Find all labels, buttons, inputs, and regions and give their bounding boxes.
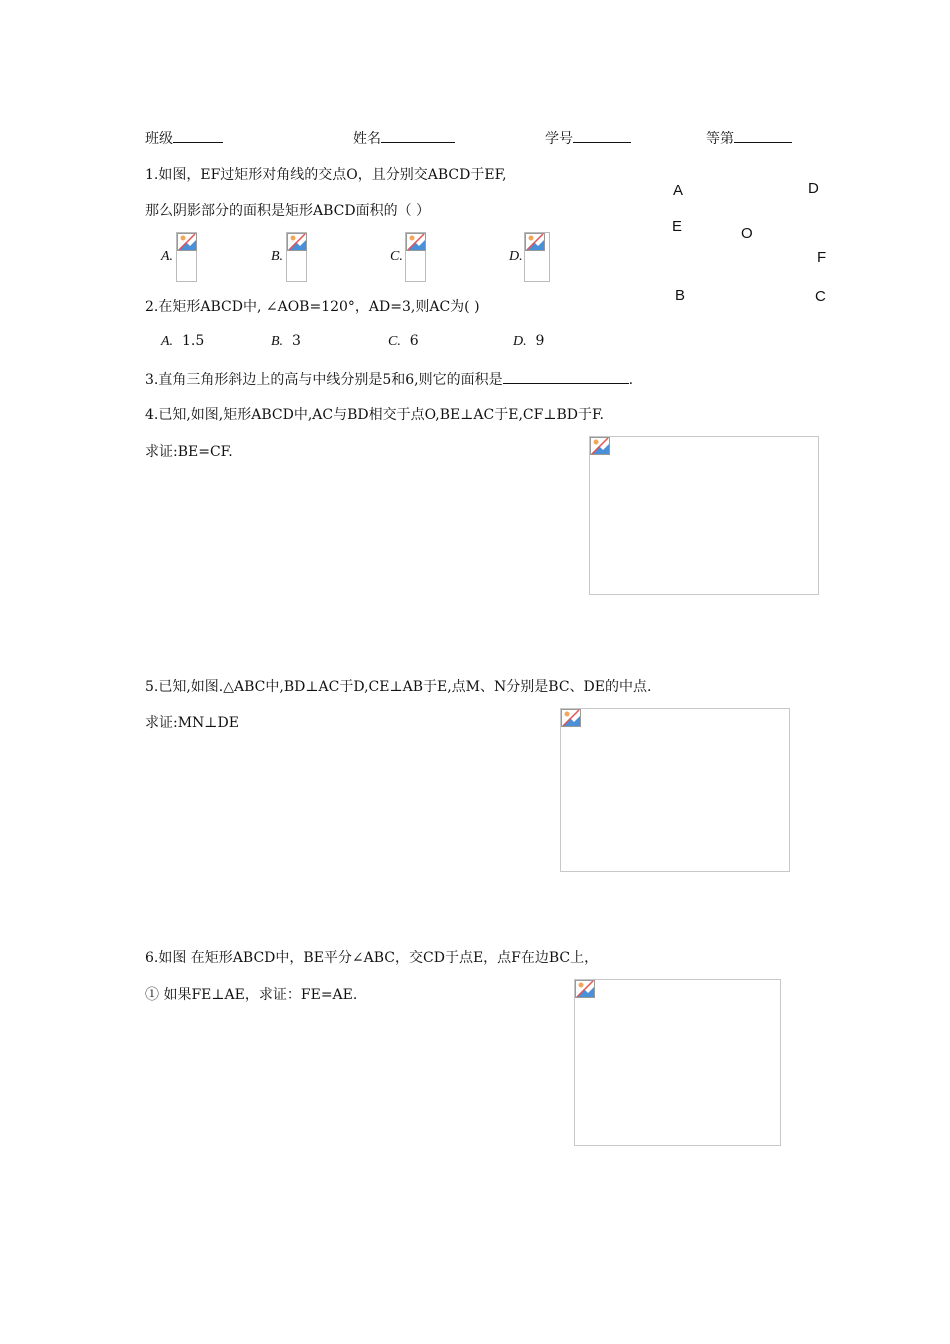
q1-option-a-image <box>176 232 197 282</box>
broken-image-icon <box>525 233 545 251</box>
q2-text: 2.在矩形ABCD中, ∠AOB=120°，AD=3,则AC为( ) <box>145 299 480 315</box>
figure-label-e: E <box>672 218 683 235</box>
q5-proof: 求证:MN⊥DE <box>145 715 239 731</box>
id-label: 学号 <box>545 131 573 147</box>
q1-line1: 1.如图，EF过矩形对角线的交点O，且分别交ABCD于EF, <box>145 167 507 183</box>
q3-answer-blank[interactable] <box>503 369 629 384</box>
broken-image-icon <box>177 233 197 251</box>
grade-label: 等第 <box>706 131 734 147</box>
q2-option-b[interactable] <box>271 333 301 350</box>
q6-sub: ① 如果FE⊥AE，求证：FE=AE. <box>145 987 358 1003</box>
class-label: 班级 <box>145 131 173 147</box>
class-blank[interactable] <box>173 128 223 143</box>
grade-field <box>706 128 792 148</box>
q1-option-c-image <box>405 232 426 282</box>
figure-label-b: B <box>675 287 686 304</box>
q5-text: 5.已知,如图.△ABC中,BD⊥AC于D,CE⊥AB于E,点M、N分别是BC、DE的中点. <box>145 679 652 695</box>
name-blank[interactable] <box>381 128 455 143</box>
name-field <box>353 128 455 148</box>
q2-option-a[interactable] <box>161 333 204 350</box>
q1-line2: 那么阴影部分的面积是矩形ABCD面积的（ ） <box>145 203 431 219</box>
q1-option-b[interactable]: B. <box>271 249 284 264</box>
id-field <box>545 128 631 148</box>
broken-image-icon <box>561 709 581 727</box>
broken-image-icon <box>590 437 610 455</box>
broken-image-icon <box>406 233 426 251</box>
figure-label-c: C <box>815 288 826 305</box>
q1-option-d-image <box>524 232 550 282</box>
q2-option-a-value: 1.5 <box>181 333 205 349</box>
q2-option-b-value: 3 <box>291 333 301 349</box>
figure-label-d: D <box>808 180 819 197</box>
q2-option-d-letter: D. <box>513 334 527 349</box>
q3-text: 3.直角三角形斜边上的高与中线分别是5和6,则它的面积是 <box>145 372 503 388</box>
q3-tail: . <box>628 372 634 388</box>
q4-text: 4.已知,如图,矩形ABCD中,AC与BD相交于点O,BE⊥AC于E,CF⊥BD于F. <box>145 407 604 423</box>
q5-figure-image <box>560 708 790 872</box>
q2-option-c-letter: C. <box>388 334 401 349</box>
q3-line <box>145 369 633 389</box>
q6-figure-image <box>574 979 781 1146</box>
q1-option-d[interactable]: D. <box>509 249 523 264</box>
name-label: 姓名 <box>353 131 381 147</box>
q2-option-b-letter: B. <box>271 334 284 349</box>
q1-option-a[interactable]: A. <box>161 249 174 264</box>
q2-option-d-value: 9 <box>535 333 545 349</box>
q6-text: 6.如图 在矩形ABCD中，BE平分∠ABC，交CD于点E，点F在边BC上， <box>145 950 599 966</box>
q2-option-c-value: 6 <box>409 333 419 349</box>
figure-label-o: O <box>741 225 753 242</box>
broken-image-icon <box>287 233 307 251</box>
grade-blank[interactable] <box>734 128 792 143</box>
q4-proof: 求证:BE=CF. <box>145 444 233 460</box>
figure-label-f: F <box>817 249 827 266</box>
class-field <box>145 128 223 148</box>
q2-option-c[interactable] <box>388 333 419 350</box>
q1-option-c[interactable]: C. <box>390 249 403 264</box>
figure-label-a: A <box>673 182 684 199</box>
broken-image-icon <box>575 980 595 998</box>
id-blank[interactable] <box>573 128 631 143</box>
q2-option-a-letter: A. <box>161 334 174 349</box>
q4-figure-image <box>589 436 819 595</box>
q1-option-b-image <box>286 232 307 282</box>
q2-option-d[interactable] <box>513 333 544 350</box>
